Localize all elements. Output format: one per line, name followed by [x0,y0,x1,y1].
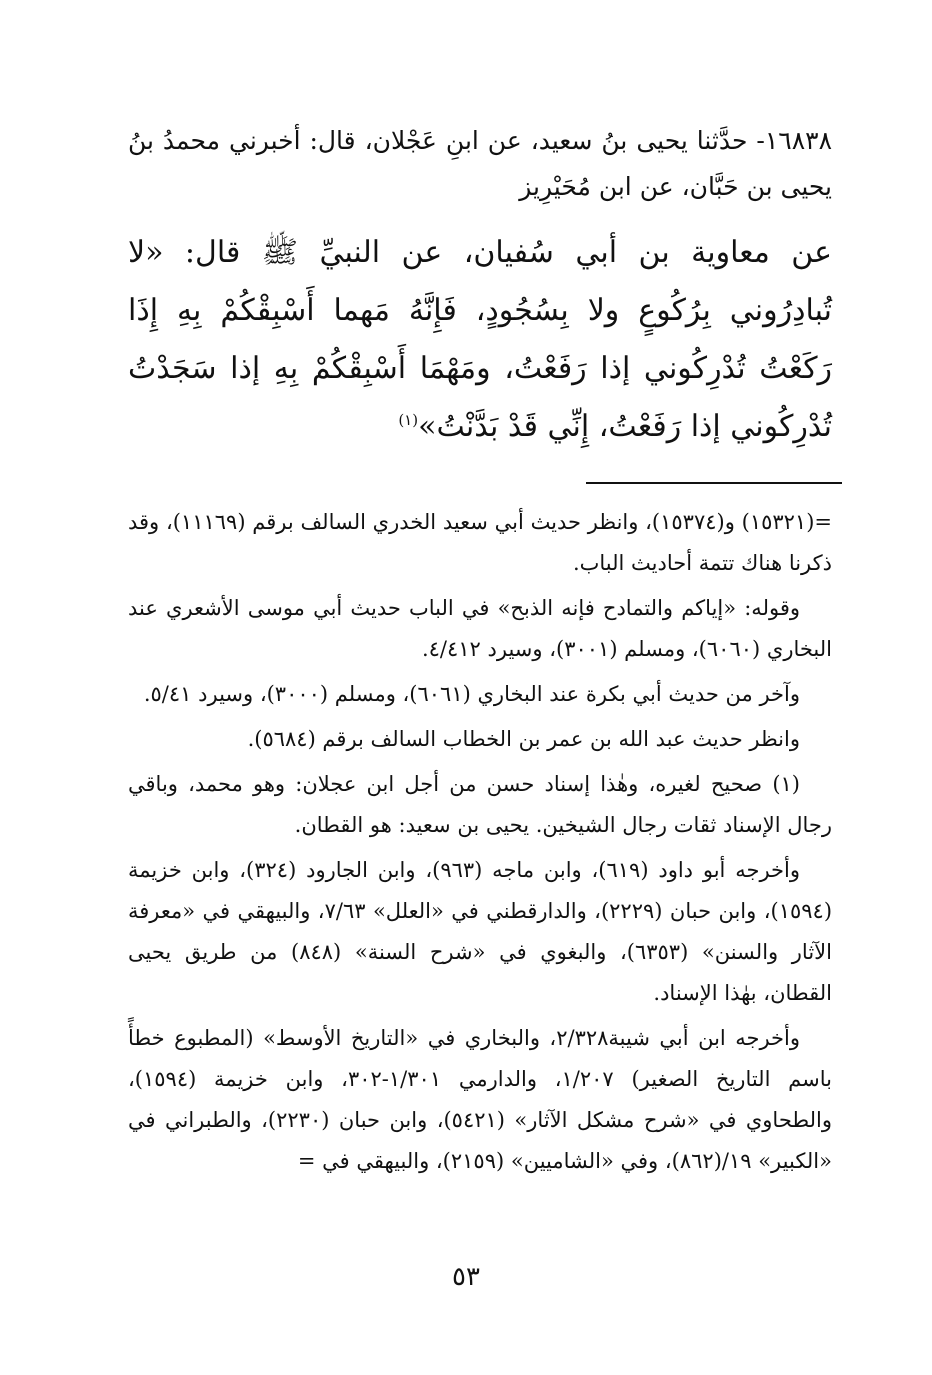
footnote-1: (١) صحيح لغيره، وهٰذا إسناد حسن من أجل ابن عجلان: وهو محمد، وباقي رجال الإسناد ثقات رجال الشيخين. يحيى بن سعيد: هو القطان. [128,772,832,837]
footnote-paragraph: وآخر من حديث أبي بكرة عند البخاري (٦٠٦١)، ومسلم (٣٠٠٠)، وسيرد ٥/٤١. [143,682,800,706]
footnote-paragraph: وأخرجه ابن أبي شيبة٢/٣٢٨، والبخاري في «التاريخ الأوسط» (المطبوع خطأً باسم التاريخ الصغير) ١/٢٠٧، والدارمي ١/٣٠١-٣٠٢، وابن خزيمة (١٥٩٤)، والطحاوي في «شرح مشكل الآثار» (٥٤٢١)، وابن حبان (٢٢٣٠)، والطبراني في «الكبير» ١٩/(٨٦٢)، وفي «الشاميين» (٢١٥٩)، والبيهقي في = [128,1026,832,1173]
hadith-matn-container [128,224,832,456]
footnotes [128,502,832,1186]
hadith-matn: عن معاوية بن أبي سُفيان، عن النبيِّ ﷺ قال: «لا تُبادِرُوني بِرُكُوعٍ ولا بِسُجُودٍ، فَإِنَّهُ مَهما أَسْبِقْكُمْ بِهِ إِذَا رَكَعْتُ تُدْرِكُوني إذا رَفَعْتُ، ومَهْمَا أَسْبِقْكُمْ بِهِ إذا سَجَدْتُ تُدْرِكُوني إذا رَفَعْتُ، إِنِّي قَدْ بَدَّنْتُ» [128,235,832,444]
footnote-reference: (١) [398,411,419,429]
hadith-isnad: ١٦٨٣٨- حدَّثنا يحيى بنُ سعيد، عن ابنِ عَجْلان، قال: أخبرني محمدُ بنُ يحيى بن حَبَّان، عن ابن مُحَيْرِيز [128,126,832,201]
footnote-separator [586,482,842,484]
page-number: ٥٣ [452,1262,480,1292]
footnote-paragraph: وأخرجه أبو داود (٦١٩)، وابن ماجه (٩٦٣)، وابن الجارود (٣٢٤)، وابن خزيمة (١٥٩٤)، وابن حبان (٢٢٢٩)، والدارقطني في «العلل» ٧/٦٣، والبيهقي في «معرفة الآثار والسنن» (٦٣٥٣)، والبغوي في «شرح السنة» (٨٤٨) من طريق يحيى القطان، بهٰذا الإسناد. [128,858,833,1005]
footnote-paragraph: وانظر حديث عبد الله بن عمر بن الخطاب السالف برقم (٥٦٨٤). [247,727,800,751]
footnote-paragraph: وقوله: «إياكم والتمادح فإنه الذبح» في الباب حديث أبي موسى الأشعري عند البخاري (٦٠٦٠)، ومسلم (٣٠٠١)، وسيرد ٤/٤١٢. [128,596,832,661]
footnote-continuation: =(١٥٣٢١) و(١٥٣٧٤)، وانظر حديث أبي سعيد الخدري السالف برقم (١١١٦٩)، وقد ذكرنا هناك تتمة أحاديث الباب. [128,510,833,575]
